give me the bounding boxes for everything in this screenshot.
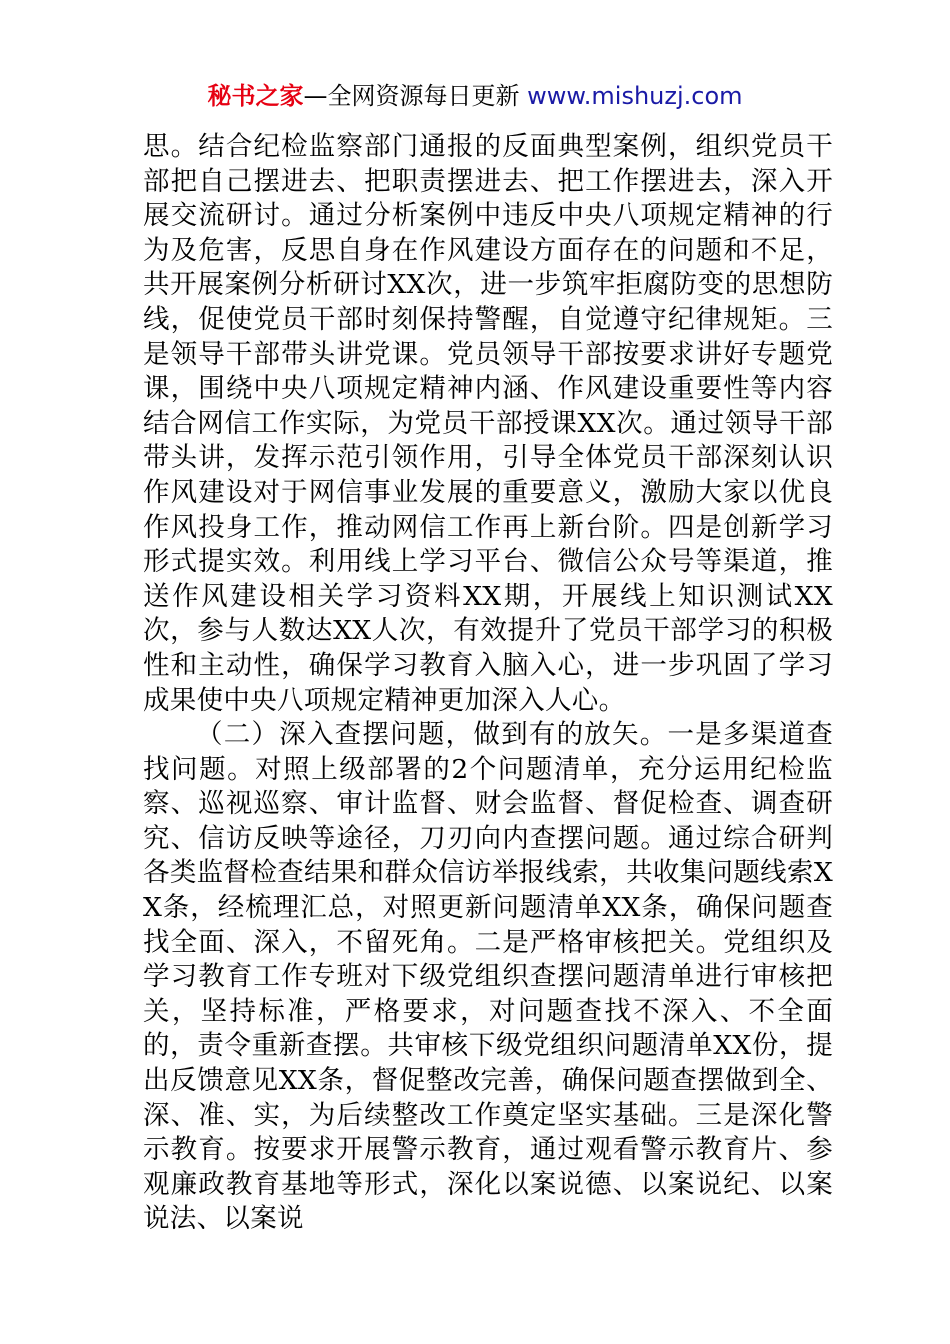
body-paragraph: 思。结合纪检监察部门通报的反面典型案例，组织党员干部把自己摆进去、把职责摆进去、把工作摆进去，深入开展交流研讨。通过分析案例中违反中央八项规定精神的行为及危害，反思自身在作风建设方面存在的问题和不足，共开展案例分析研讨XX次，进一步筑牢拒腐防变的思想防线，促使党员干部时刻保持警醒，自觉遵守纪律规矩。三是领导干部带头讲党课。党员领导干部按要求讲好专题党课，围绕中央八项规定精神内涵、作风建设重要性等内容结合网信工作实际，为党员干部授课XX次。通过领导干部带头讲，发挥示范引领作用，引导全体党员干部深刻认识作风建设对于网信事业发展的重要意义，激励大家以优良作风投身工作，推动网信工作再上新台阶。四是创新学习形式提实效。利用线上学习平台、微信公众号等渠道，推送作风建设相关学习资料XX期，开展线上知识测试XX次，参与人数达XX人次，有效提升了党员干部学习的积极性和主动性，确保学习教育入脑入心，进一步巩固了学习成果使中央八项规定精神更加深入人心。 (143, 131, 833, 716)
site-tagline: —全网资源每日更新 (303, 82, 520, 110)
site-brand: 秘书之家 (207, 82, 304, 110)
document-body (143, 130, 833, 1237)
body-paragraph: （二）深入查摆问题，做到有的放矢。一是多渠道查找问题。对照上级部署的2个问题清单，充分运用纪检监察、巡视巡察、审计监督、财会监督、督促检查、调查研究、信访反映等途径，刀刃向内查摆问题。通过综合研判各类监督检查结果和群众信访举报线索，共收集问题线索XX条，经梳理汇总，对照更新问题清单XX条，确保问题查找全面、深入，不留死角。二是严格审核把关。党组织及学习教育工作专班对下级党组织查摆问题清单进行审核把关，坚持标准，严格要求，对问题查找不深入、不全面的，责令重新查摆。共审核下级党组织问题清单XX份，提出反馈意见XX条，督促整改完善，确保问题查摆做到全、深、准、实，为后续整改工作奠定坚实基础。三是深化警示教育。按要求开展警示教育，通过观看警示教育片、参观廉政教育基地等形式，深化以案说德、以案说纪、以案说法、以案说 (143, 719, 833, 1235)
site-header (0, 80, 950, 112)
site-url-link[interactable]: www.mishuzj.com (527, 82, 743, 110)
